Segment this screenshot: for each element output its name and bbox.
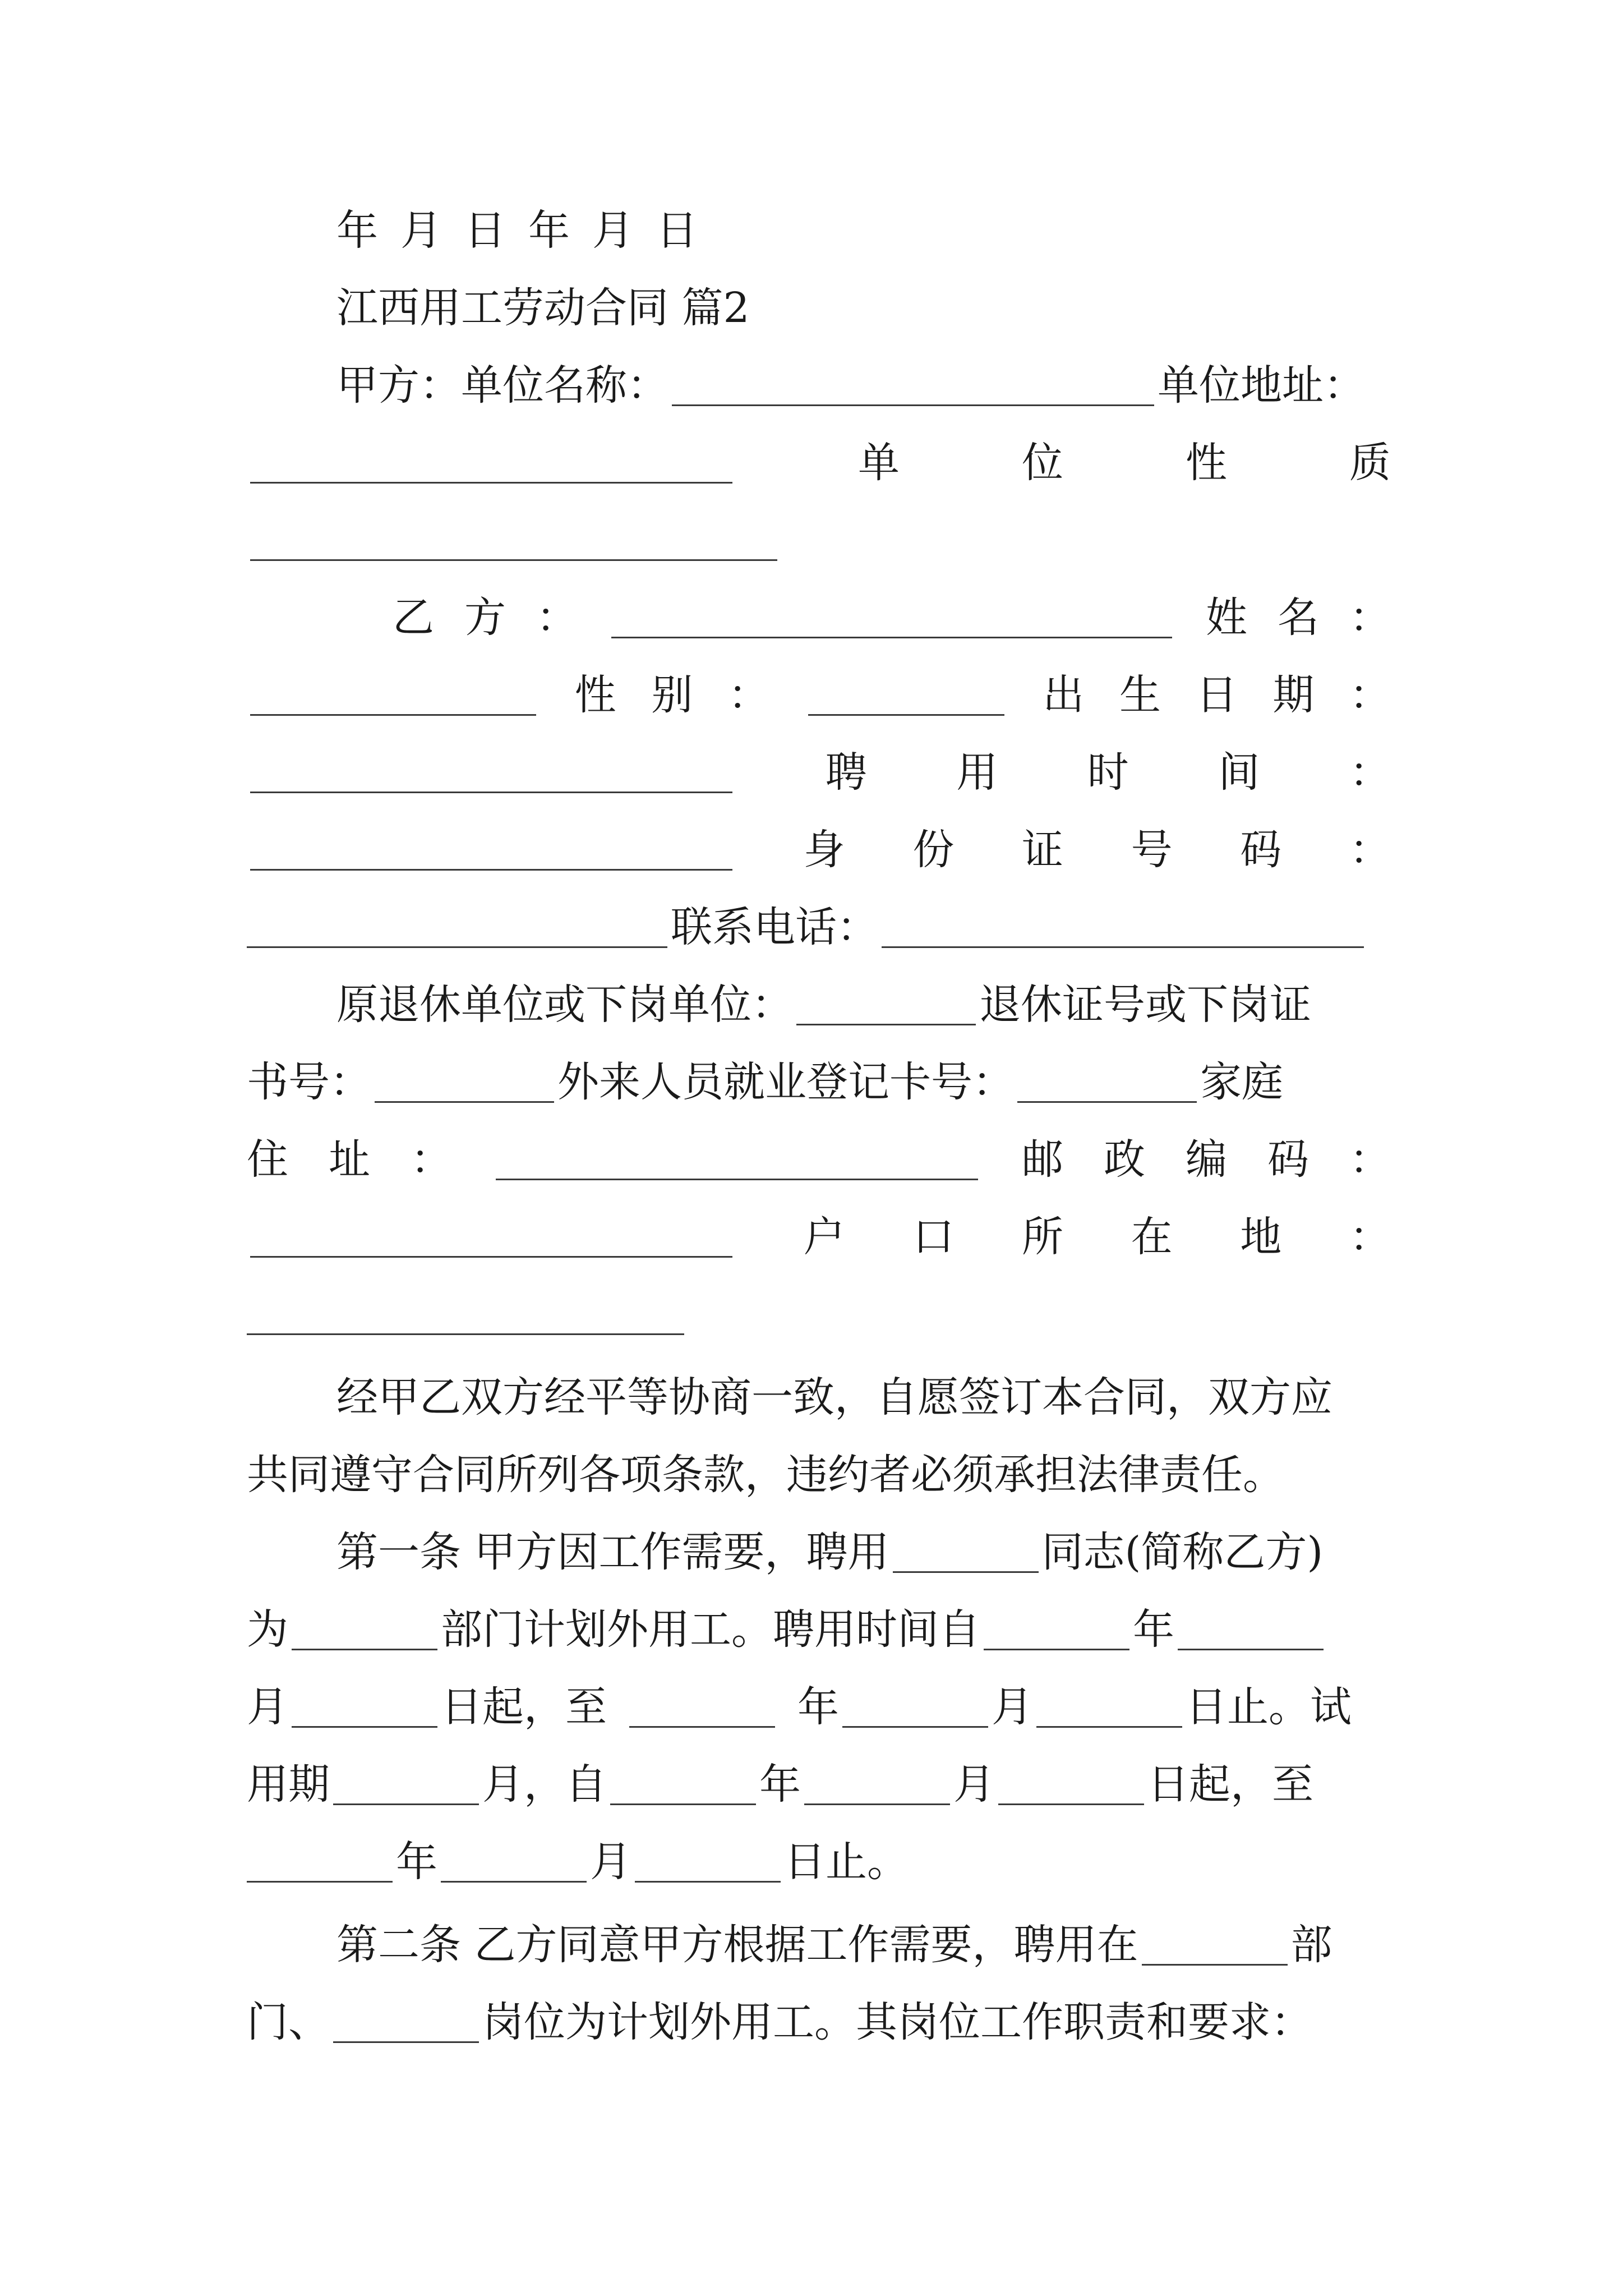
article1-text: 日止。试 [1186,1683,1352,1731]
home-address-label: 家庭 [1200,1058,1283,1106]
birth-char: 日 [1196,671,1238,719]
article1-line-1 [336,1521,1391,1583]
article1-text: 年 [1133,1605,1174,1654]
phone-line [247,896,1391,958]
nature-char: 性 [1186,439,1227,487]
hire-char: 聘 [825,748,867,797]
article2-text: 部 [1290,1921,1332,1969]
article1-text: 日起，至 [441,1683,607,1731]
hire-time-line [247,742,1391,803]
phone-label: 联系电话： [671,903,878,951]
birth-date-blank[interactable] [250,752,732,793]
phone-blank[interactable] [882,907,1364,948]
nature-char: 位 [1022,439,1063,487]
party-b-char: 方 [464,593,506,642]
article1-text: 年 [396,1838,437,1886]
date-day-b: 日 [656,206,698,255]
article2-text: 第二条 乙方同意甲方根据工作需要，聘用在 [336,1921,1138,1969]
name-char: ： [1349,593,1391,642]
article1-text: 第一条 甲方因工作需要，聘用 [336,1528,889,1576]
retire-unit-blank[interactable] [796,984,976,1025]
party-a-label: 甲方：单位名称： [336,361,668,409]
heading-text: 江西用工劳动合同 篇2 [336,284,750,332]
article1-text: 日止。 [784,1838,909,1886]
date-month-a: 月 [400,206,442,255]
postcode-char: 政 [1104,1135,1145,1184]
article1-text: 用期 [247,1760,330,1809]
end-month-blank[interactable] [842,1686,988,1728]
unit-nature-blank-line [247,509,1391,571]
unit-nature-blank[interactable] [250,519,777,561]
name-char: 名 [1278,593,1319,642]
start-day-blank[interactable] [292,1686,437,1728]
hire-char: 间 [1218,748,1260,797]
address-char: 址 [329,1135,370,1184]
intro-text: 共同遵守合同所列各项条款，违约者必须承担法律责任。 [247,1451,1284,1499]
intro-text: 经甲乙双方经平等协商一致，自愿签订本合同，双方应 [336,1373,1332,1421]
department-blank[interactable] [292,1609,437,1650]
article1-line-2 [247,1599,1391,1660]
retire-cert-label-cont: 书号： [247,1058,371,1106]
nature-char: 质 [1349,439,1391,487]
gender-char: ： [727,671,769,719]
hukou-char: 地 [1240,1213,1282,1261]
start-year-blank[interactable] [984,1609,1129,1650]
postcode-char: 编 [1186,1135,1227,1184]
hukou-blank[interactable] [247,1294,684,1335]
hukou-char: 户 [803,1213,845,1261]
nature-char: 单 [858,439,900,487]
retire-cert-blank[interactable] [375,1061,554,1103]
migrant-card-label: 外来人员就业登记卡号： [557,1058,1014,1106]
article1-line-4 [247,1754,1391,1815]
retire-unit-line [336,974,1391,1036]
section-heading [336,277,1391,339]
probation-end-day-blank[interactable] [635,1841,781,1883]
article1-text: 月，自 [482,1760,607,1809]
probation-start-month-blank[interactable] [804,1764,950,1805]
unit-address-label: 单位地址： [1158,361,1365,409]
article1-text: 年 [759,1760,801,1809]
date-day-a: 日 [464,206,506,255]
date-line [336,200,785,261]
birth-char: 生 [1119,671,1161,719]
birth-char: ： [1349,671,1391,719]
postcode-char: 邮 [1022,1135,1063,1184]
party-b-char: 乙 [393,593,434,642]
gender-char: 别 [651,671,693,719]
probation-end-year-blank[interactable] [247,1841,393,1883]
id-char: 证 [1021,826,1063,874]
gender-blank[interactable] [808,674,1004,716]
id-char: 号 [1131,826,1173,874]
article1-text: 月 [992,1683,1033,1731]
article2-line-2 [247,1991,1391,2053]
end-year-blank[interactable] [629,1686,775,1728]
id-char: 身 [803,826,845,874]
postcode-char: ： [1349,1135,1391,1184]
article1-text: 月 [247,1683,288,1731]
employee-name-blank[interactable] [893,1531,1039,1573]
birth-char: 出 [1043,671,1085,719]
article1-text: 部门计划外用工。聘用时间自 [441,1605,980,1654]
gender-char: 性 [574,671,616,719]
probation-months-blank[interactable] [333,1764,479,1805]
party-b-line [393,587,1391,648]
article1-line-5 [247,1831,1391,1893]
hire-char: ： [1349,748,1391,797]
hire-char: 用 [956,748,998,797]
home-address-blank[interactable] [496,1139,978,1180]
end-day-blank[interactable] [1036,1686,1182,1728]
party-b-char: ： [536,593,578,642]
address-char: 住 [247,1135,288,1184]
date-year-a: 年 [336,206,378,255]
address-postcode-line [247,1129,1391,1190]
article2-text: 岗位为计划外用工。其岗位工作职责和要求： [482,1998,1312,2046]
gender-birth-line [247,664,1391,726]
name-blank[interactable] [250,674,536,716]
hukou-char: 所 [1021,1213,1063,1261]
probation-start-day-blank[interactable] [998,1764,1144,1805]
name-char: 姓 [1206,593,1247,642]
postcode-char: 码 [1267,1135,1309,1184]
id-char: 码 [1240,826,1282,874]
retire-cert-label: 退休证号或下岗证 [979,981,1311,1029]
unit-name-blank[interactable] [672,365,1154,406]
article1-text: 月 [953,1760,995,1809]
probation-start-year-blank[interactable] [610,1764,756,1805]
article2-text: 门、 [247,1998,330,2046]
unit-address-blank[interactable] [250,442,732,484]
article2-post-blank[interactable] [333,2001,479,2043]
id-char: ： [1349,826,1391,874]
id-char: 份 [912,826,955,874]
party-b-blank[interactable] [611,597,1172,638]
address-char: ： [411,1135,452,1184]
date-month-b: 月 [592,206,634,255]
article1-text: 年 [797,1683,839,1731]
intro-line-1 [336,1366,1391,1428]
hukou-line [247,1206,1391,1268]
postcode-blank[interactable] [250,1216,732,1258]
article1-text: 月 [590,1838,631,1886]
probation-end-month-blank[interactable] [441,1841,587,1883]
unit-nature-line [247,432,1391,494]
article1-line-3 [247,1676,1391,1738]
id-number-blank[interactable] [247,907,667,948]
hukou-char: 口 [912,1213,955,1261]
migrant-card-blank[interactable] [1017,1061,1197,1103]
retire-unit-label: 原退休单位或下岗单位： [336,981,793,1029]
article1-text: 为 [247,1605,288,1654]
hukou-char: ： [1349,1213,1391,1261]
intro-line-2 [247,1444,1391,1506]
birth-char: 期 [1272,671,1315,719]
start-month-blank[interactable] [1178,1609,1324,1650]
hire-char: 时 [1087,748,1129,797]
id-number-line [247,819,1391,881]
hukou-blank-line [247,1283,1391,1345]
date-year-b: 年 [528,206,570,255]
migrant-card-line [247,1051,1391,1113]
article1-text: 日起，至 [1147,1760,1313,1809]
hire-time-blank[interactable] [250,829,732,871]
article2-department-blank[interactable] [1142,1924,1288,1966]
article2-line-1 [336,1914,1391,1976]
party-a-line [336,355,1391,416]
article1-text: 同志(简称乙方) [1041,1528,1324,1576]
hukou-char: 在 [1131,1213,1173,1261]
